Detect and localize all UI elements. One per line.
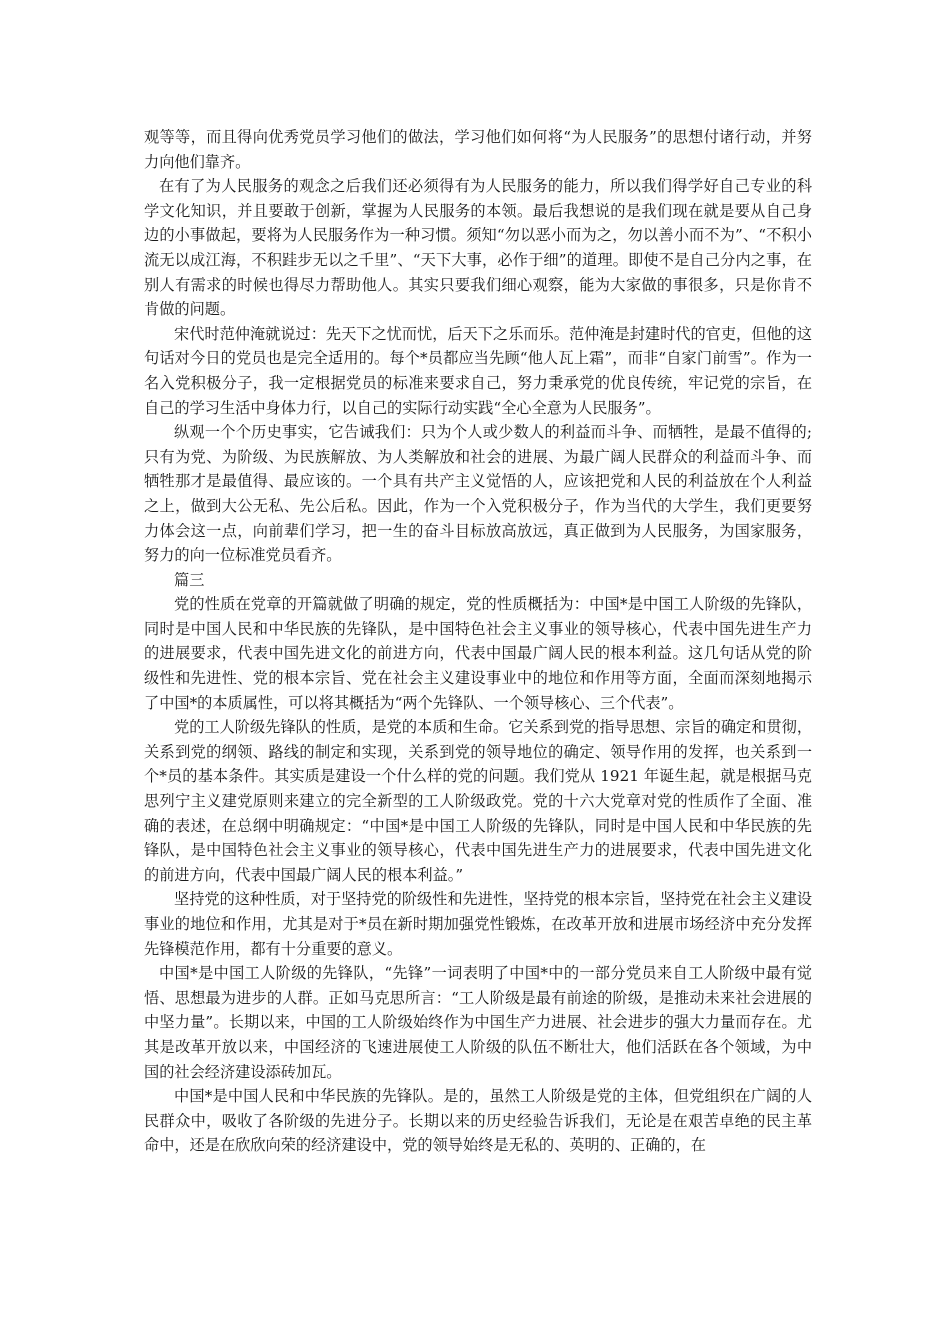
paragraph-7: 坚持党的这种性质，对于坚持党的阶级性和先进性，坚持党的根本宗旨，坚持党在社会主义建设事业的地位和作用，尤其是对于*员在新时期加强党性锻炼，在改革开放和进展市场经济中充分发挥先锋模范作用，都有十分重要的意义。 — [144, 890, 812, 958]
paragraph-1: 观等等，而且得向优秀党员学习他们的做法，学习他们如何将“为人民服务”的思想付诸行动，并努力向他们靠齐。 — [144, 128, 812, 171]
paragraph-9: 中国*是中国人民和中华民族的先锋队。是的，虽然工人阶级是党的主体，但党组织在广阔的人民群众中，吸收了各阶级的先进分子。长期以来的历史经验告诉我们，无论是在艰苦卓绝的民主革命中，还是在欣欣向荣的经济建设中，党的领导始终是无私的、英明的、正确的，在 — [144, 1087, 812, 1155]
paragraph-4: 纵观一个个历史事实，它告诫我们：只为个人或少数人的利益而斗争、而牺牲，是最不值得的;只有为党、为阶级、为民族解放、为人类解放和社会的进展、为最广阔人民群众的利益而斗争、而牺牲那才是最值得、最应该的。一个具有共产主义觉悟的人，应该把党和人民的利益放在个人利益之上，做到大公无私、先公后私。因此，作为一个入党积极分子，作为当代的大学生，我们更要努力体会这一点，向前辈们学习，把一生的奋斗目标放高放远，真正做到为人民服务，为国家服务，努力的向一位标准党员看齐。 — [144, 423, 812, 565]
paragraph-5: 党的性质在党章的开篇就做了明确的规定，党的性质概括为：中国*是中国工人阶级的先锋队，同时是中国人民和中华民族的先锋队，是中国特色社会主义事业的领导核心，代表中国先进生产力的进展要求，代表中国先进文化的前进方向，代表中国最广阔人民的根本利益。这几句话从党的阶级性和先进性、党的根本宗旨、党在社会主义建设事业中的地位和作用等方面，全面而深刻地揭示了中国*的本质属性，可以将其概括为“两个先锋队、一个领导核心、三个代表”。 — [144, 595, 812, 712]
paragraph-6: 党的工人阶级先锋队的性质，是党的本质和生命。它关系到党的指导思想、宗旨的确定和贯彻，关系到党的纲领、路线的制定和实现，关系到党的领导地位的确定、领导作用的发挥，也关系到一个*员的基本条件。其实质是建设一个什么样的党的问题。我们党从 1921 年诞生起，就是根据马克思列宁主义建党原则来建立的完全新型的工人阶级政党。党的十六大党章对党的性质作了全面、准确的表述，在总纲中明确规定：“中国*是中国工人阶级的先锋队，同时是中国人民和中华民族的先锋队，是中国特色社会主义事业的领导核心，代表中国先进生产力的进展要求，代表中国先进文化的前进方向，代表中国最广阔人民的根本利益。” — [144, 718, 812, 884]
paragraph-3: 宋代时范仲淹就说过：先天下之忧而忧，后天下之乐而乐。范仲淹是封建时代的官吏，但他的这句话对今日的党员也是完全适用的。每个*员都应当先顾“他人瓦上霜”，而非“自家门前雪”。作为一名入党积极分子，我一定根据党员的标准来要求自己，努力秉承党的优良传统，牢记党的宗旨，在自己的学习生活中身体力行，以自己的实际行动实践“全心全意为人民服务”。 — [144, 324, 812, 417]
section-heading: 篇三 — [174, 570, 205, 589]
paragraph-8: 中国*是中国工人阶级的先锋队，“先锋”一词表明了中国*中的一部分党员来自工人阶级中最有觉悟、思想最为进步的人群。正如马克思所言：“工人阶级是最有前途的阶级，是推动未来社会进展的中坚力量”。长期以来，中国的工人阶级始终作为中国生产力进展、社会进步的强大力量而存在。尤其是改革开放以来，中国经济的飞速进展使工人阶级的队伍不断壮大，他们活跃在各个领域，为中国的社会经济建设添砖加瓦。 — [144, 964, 812, 1081]
paragraph-2: 在有了为人民服务的观念之后我们还必须得有为人民服务的能力，所以我们得学好自己专业的科学文化知识，并且要敢于创新，掌握为人民服务的本领。最后我想说的是我们现在就是要从自己身边的小事做起，要将为人民服务作为一种习惯。须知“勿以恶小而为之，勿以善小而不为”、“不积小流无以成江海，不积跬步无以之千里”、“天下大事，必作于细”的道理。即使不是自己分内之事，在别人有需求的时候也得尽力帮助他人。其实只要我们细心观察，能为大家做的事很多，只是你肯不肯做的问题。 — [144, 177, 812, 319]
document-page — [144, 125, 812, 1158]
